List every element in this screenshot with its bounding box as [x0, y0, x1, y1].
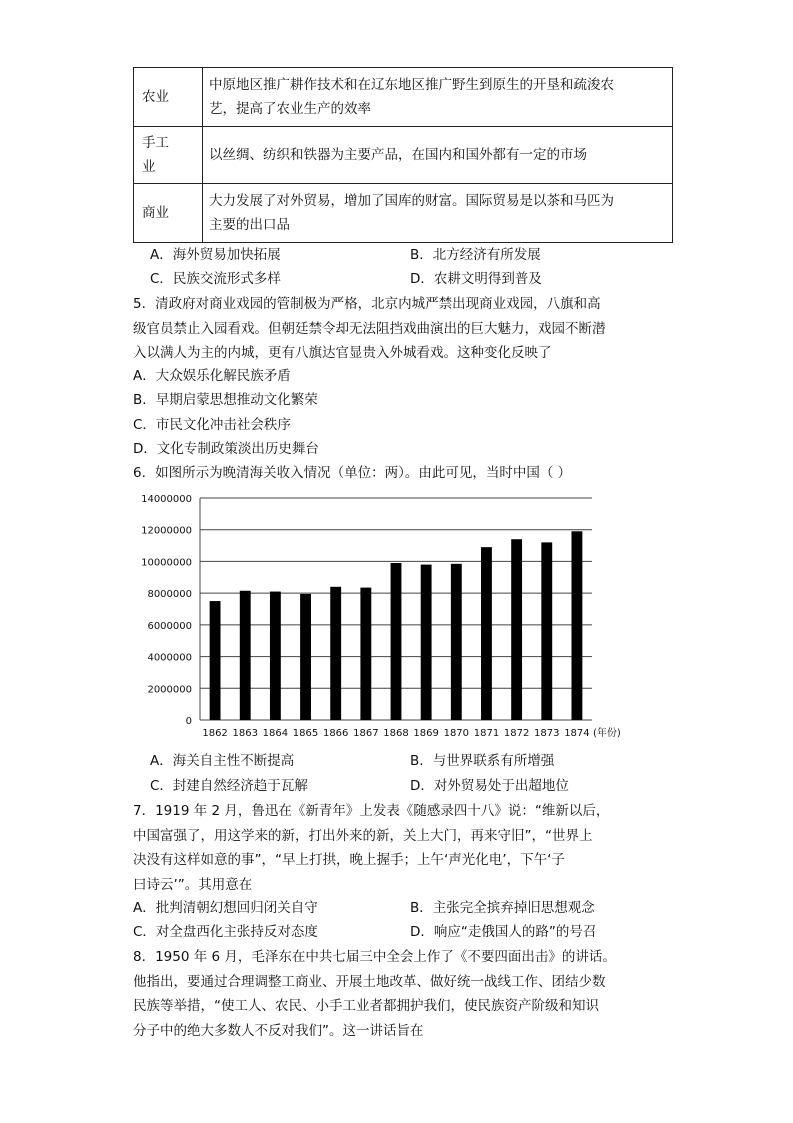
text-line: 民族等举措，“使工人、农民、小手工业者都拥护我们，使民族资产阶级和知识	[133, 998, 599, 1014]
customs-revenue-chart	[130, 488, 621, 743]
x-tick-label: 1867	[353, 728, 379, 739]
q8-stem	[133, 945, 673, 1043]
text-line: 7．1919 年 2 月，鲁迅在《新青年》上发表《随感录四十八》说：“维新以后，	[133, 803, 610, 819]
bar	[210, 601, 221, 720]
y-tick-label: 4000000	[147, 652, 192, 664]
x-tick-label: 1863	[232, 728, 258, 739]
q6-option-d[interactable]: D．对外贸易处于出超地位	[410, 778, 569, 794]
x-tick-label: 1866	[322, 728, 349, 739]
text-line: 5．清政府对商业戏园的管制极为严格，北京内城严禁出现商业戏园，八旗和高	[133, 296, 601, 312]
bar	[511, 539, 522, 720]
text-line: 手工	[142, 135, 169, 151]
y-tick-label: 0	[185, 716, 192, 727]
bar	[391, 563, 402, 720]
table-cell-description	[203, 68, 673, 127]
q6-option-c[interactable]: C．封建自然经济趋于瓦解	[150, 778, 308, 794]
q6-stem: 6．如图所示为晚清海关收入情况（单位：两）。由此可见，当时中国（ ）	[133, 465, 572, 481]
text-line: 曰诗云’”。其用意在	[133, 876, 253, 893]
table-row-commerce	[134, 184, 673, 243]
x-tick-label: 1865	[292, 728, 319, 739]
table-row-handicraft	[134, 127, 673, 184]
y-tick-label: 14000000	[141, 494, 192, 505]
q7-option-b[interactable]: B．主张完全摈弃掉旧思想观念	[410, 900, 595, 916]
bar	[541, 542, 552, 720]
q5-option-d[interactable]: D．文化专制政策淡出历史舞台	[133, 441, 319, 457]
text-line: 主要的出口品	[209, 217, 290, 233]
bar	[421, 565, 432, 720]
text-line: 大力发展了对外贸易，增加了国库的财富。国际贸易是以茶和马匹为	[209, 193, 614, 209]
bar	[330, 587, 341, 720]
table-cell-description	[203, 127, 673, 184]
bar	[451, 564, 462, 720]
x-tick-label: 1868	[383, 728, 409, 739]
table-row-agriculture	[134, 68, 673, 127]
y-tick-label: 10000000	[141, 557, 192, 569]
x-axis-unit-label: (年份)	[593, 728, 621, 739]
q5-stem	[133, 292, 673, 366]
text-line: 入以满人为主的内城，更有八旗达官显贵入外城看戏。这种变化反映了	[133, 345, 552, 361]
table-cell-category: 农业	[134, 68, 203, 127]
text-line: 艺，提高了农业生产的效率	[209, 101, 371, 117]
q6-option-b[interactable]: B．与世界联系有所增强	[410, 753, 555, 769]
q7-option-a[interactable]: A．批判清朝幻想回归闭关自守	[133, 900, 318, 916]
text-line: 8．1950 年 6 月，毛泽东在中共七届三中全会上作了《不要四面出击》的讲话。	[133, 949, 616, 965]
q4-option-b[interactable]: B．北方经济有所发展	[410, 247, 541, 263]
bar	[360, 588, 371, 720]
q4-option-c[interactable]: C．民族交流形式多样	[150, 271, 281, 287]
bar	[240, 591, 251, 720]
bar	[481, 547, 492, 720]
bar	[270, 592, 281, 720]
text-line: 他指出，要通过合理调整工商业、开展土地改革、做好统一战线工作、团结少数	[133, 973, 606, 990]
y-tick-label: 8000000	[147, 589, 192, 601]
x-tick-label: 1864	[262, 728, 289, 739]
x-tick-label: 1869	[413, 728, 439, 739]
text-line: 分子中的绝大多数人不反对我们”。这一讲话旨在	[133, 1022, 424, 1039]
q7-option-d[interactable]: D．响应“走俄国人的路”的号召	[410, 924, 597, 940]
text-line: 决没有这样如意的事”，“早上打拱，晚上握手；上午‘声光化电’，下午‘子	[133, 852, 565, 868]
info-table	[133, 67, 673, 243]
q4-option-d[interactable]: D．农耕文明得到普及	[410, 271, 542, 287]
q7-option-c[interactable]: C．对全盘西化主张持反对态度	[133, 924, 318, 940]
text-line: 中国富强了，用这学来的新，打出外来的新，关上大门，再来守旧”，“世界上	[133, 827, 593, 844]
table-cell-description	[203, 184, 673, 243]
x-tick-label: 1862	[202, 728, 228, 739]
q5-option-a[interactable]: A．大众娱乐化解民族矛盾	[133, 368, 291, 384]
y-tick-label: 12000000	[141, 525, 192, 537]
x-tick-label: 1871	[473, 728, 500, 739]
x-tick-label: 1872	[503, 728, 530, 739]
q4-option-a[interactable]: A．海外贸易加快拓展	[150, 247, 281, 263]
table-cell-category	[134, 127, 203, 184]
x-tick-label: 1870	[443, 728, 470, 739]
bar-chart-svg	[130, 488, 621, 743]
y-tick-label: 2000000	[147, 684, 192, 696]
table-cell-category: 商业	[134, 184, 203, 243]
q5-option-c[interactable]: C．市民文化冲击社会秩序	[133, 417, 291, 433]
q5-option-b[interactable]: B．早期启蒙思想推动文化繁荣	[133, 392, 318, 408]
text-line: 以丝绸、纺织和铁器为主要产品，在国内和国外都有一定的市场	[209, 147, 587, 163]
x-tick-label: 1873	[534, 728, 560, 739]
bar	[300, 594, 311, 720]
y-tick-label: 6000000	[147, 620, 192, 632]
q6-option-a[interactable]: A．海关自主性不断提高	[150, 753, 295, 769]
bar	[571, 531, 582, 720]
text-line: 中原地区推广耕作技术和在辽东地区推广野生到原生的开垦和疏浚农	[209, 77, 614, 93]
text-line: 级官员禁止入园看戏。但朝廷禁令却无法阻挡戏曲演出的巨大魅力，戏园不断潜	[133, 320, 606, 337]
text-line: 业	[142, 159, 156, 175]
x-tick-label: 1874	[564, 728, 590, 739]
q7-stem	[133, 799, 673, 897]
